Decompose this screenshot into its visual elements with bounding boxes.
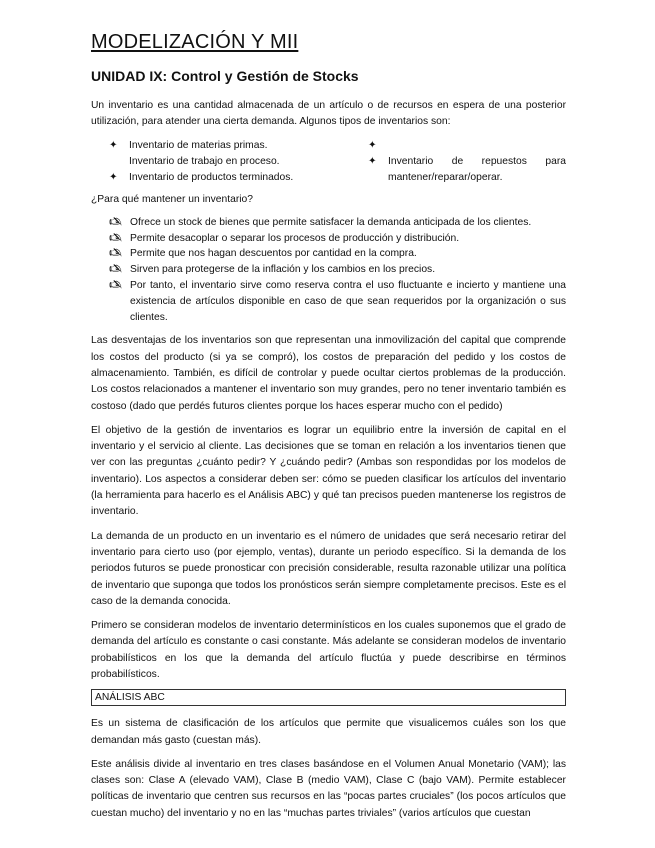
section-heading-abc: ANÁLISIS ABC <box>91 689 566 706</box>
star-bullet-icon: ✦ <box>109 139 118 151</box>
type-spare-parts-continuation: mantener/reparar/operar. <box>388 172 503 184</box>
demand-paragraph: La demanda de un producto en un inventario es el número de unidades que será necesario retirar del inventario para cierto uso (por ejemplo, ventas), durante un periodo específico. Si la demanda de los periodos futuros se puede pronosticar con precisión considerable, resulta razonable utilizar una política de inventario que suponga que todos los pronósticos serán siempre completamente precisos. Este es el caso de la demanda conocida. <box>91 530 566 607</box>
list-item <box>109 170 353 186</box>
star-bullet-icon: ✦ <box>368 139 377 151</box>
star-bullet-icon: ✦ <box>109 172 118 184</box>
inventory-types-list <box>91 138 566 187</box>
pointing-hand-icon: 🖎 <box>109 263 123 276</box>
abc-definition-paragraph: Es un sistema de clasificación de los artículos que permite que visualicemos cuáles son los que demandan más gasto (cuestan más). <box>91 718 566 746</box>
type-finished-goods: Inventario de productos terminados. <box>129 172 294 184</box>
list-item <box>109 154 353 170</box>
intro-paragraph: Un inventario es una cantidad almacenada de un artículo o de recursos en espera de una posterior utilización, para atender una cierta demanda. Algunos tipos de inventarios son: <box>91 100 566 128</box>
list-item <box>368 154 566 170</box>
inventory-types-column-2 <box>353 138 566 187</box>
pointing-hand-icon: 🖎 <box>109 247 123 260</box>
type-work-in-process: Inventario de trabajo en proceso. <box>129 155 280 167</box>
list-item: 🖎 Ofrece un stock de bienes que permite satisfacer la demanda anticipada de los clientes. <box>109 215 566 231</box>
list-item: 🖎 Permite que nos hagan descuentos por cantidad en la compra. <box>109 246 566 262</box>
list-item: 🖎 Permite desacoplar o separar los procesos de producción y distribución. <box>109 231 566 247</box>
list-item: 🖎 Por tanto, el inventario sirve como reserva contra el uso fluctuante e incierto y mantiene una existencia de artículos disponible en caso de que sean requeridos por la organización o sus clientes. <box>109 278 566 323</box>
list-item <box>368 138 566 154</box>
models-paragraph: Primero se consideran modelos de inventario determinísticos en los cuales suponemos que el grado de demanda del artículo es constante o casi constante. Más adelante se consideran modelos de inventario probabilísticos en los que la demanda del artículo fluctúa y puede describirse en términos probabilísticos. <box>91 620 566 680</box>
pointing-hand-icon: 🖎 <box>109 278 123 291</box>
list-item: 🖎 Sirven para protegerse de la inflación y los cambios en los precios. <box>109 262 566 278</box>
unit-heading: UNIDAD IX: Control y Gestión de Stocks <box>91 68 359 84</box>
reasons-list <box>91 215 566 326</box>
abc-classes-paragraph: Este análisis divide al inventario en tres clases basándose en el Volumen Anual Monetario (VAM); las clases son: Clase A (elevado VAM), Clase B (medio VAM), Clase C (bajo VAM). Permite establecer políticas de inventario que centren sus recursos en las “pocas partes cruciales” (los pocos artículos que cuestan mucho) del inventario y no en las “muchas partes triviales” (varios artículos que cuestan <box>91 758 566 819</box>
disadvantages-paragraph: Las desventajas de los inventarios son que representan una inmovilización del capital que comprende los costos del producto (si ya se compró), los costos de preparación del pedido y los costos de almacenamiento. También, es difícil de controlar y puede ocultar ciertos problemas de la producción. Los costos relacionados a mantener el inventario son muy grandes, pero no tener inventario también es costoso (dado que perdés futuros clientes porque los haces esperar mucho con el pedido) <box>91 335 566 412</box>
document-title: MODELIZACIÓN Y MII <box>91 31 299 53</box>
type-raw-materials: Inventario de materias primas. <box>129 139 268 151</box>
inventory-types-column-1 <box>91 138 353 187</box>
objective-paragraph: El objetivo de la gestión de inventarios es lograr un equilibrio entre la inversión de capital en el inventario y el servicio al cliente. Las decisiones que se toman en relación a los inventarios tienen que ver con las preguntas ¿cuánto pedir? Y ¿cuándo pedir? (Ambas son respondidas por los modelos de inventario). Los aspectos a considerar deben ser: cómo se pueden clasificar los artículos del inventario (la herramienta para hacerlo es el Análisis ABC) y qué tan precisos pueden mantenerse los registros de inventario. <box>91 424 566 518</box>
type-spare-parts: Inventario de repuestos para <box>388 155 566 167</box>
document-page <box>91 28 566 822</box>
pointing-hand-icon: 🖎 <box>109 231 123 244</box>
list-item <box>109 138 353 154</box>
pointing-hand-icon: 🖎 <box>109 215 123 228</box>
question-line: ¿Para qué mantener un inventario? <box>91 194 253 206</box>
star-bullet-icon: ✦ <box>368 155 377 167</box>
